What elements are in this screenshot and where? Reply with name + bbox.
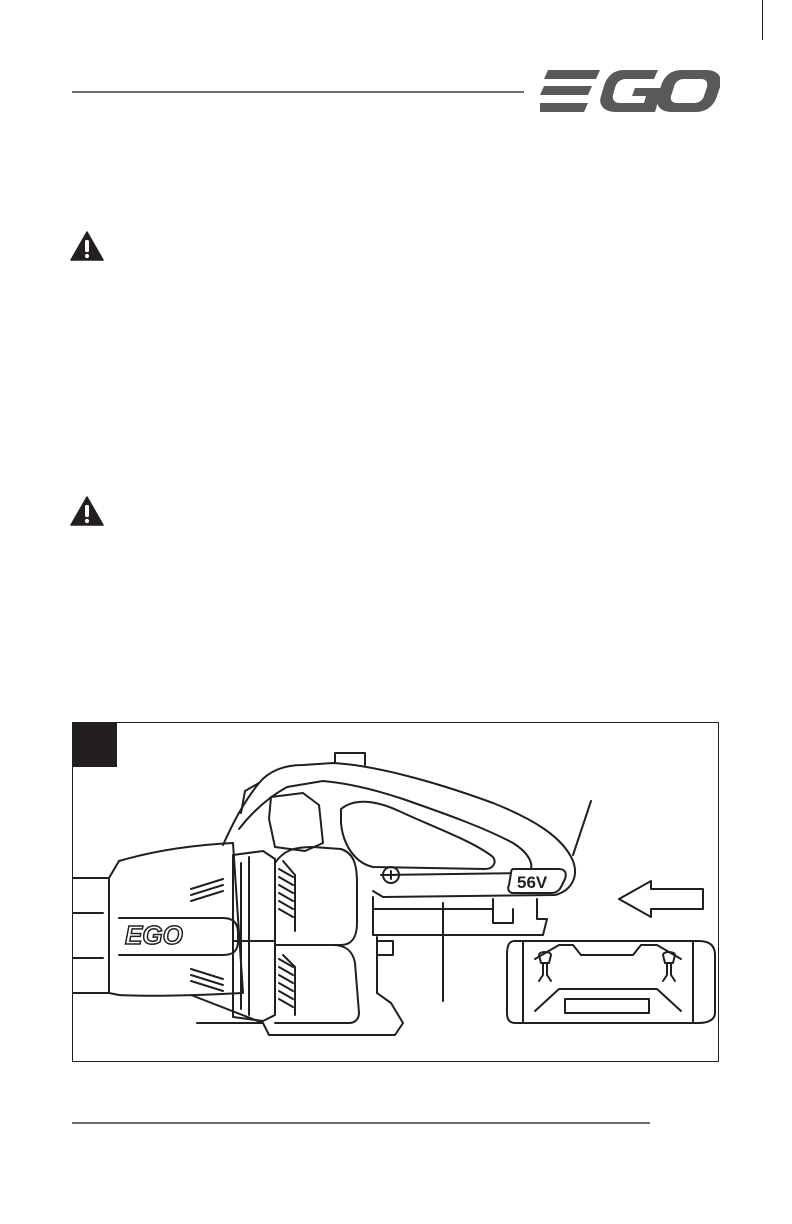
voltage-badge: 56V bbox=[517, 873, 548, 892]
blower-battery-illustration bbox=[73, 723, 719, 1062]
figure-number-tab bbox=[73, 723, 117, 767]
crop-mark bbox=[762, 0, 763, 40]
footer-rule bbox=[72, 1122, 650, 1124]
warning-triangle-icon bbox=[70, 231, 104, 261]
figure-panel bbox=[72, 722, 719, 1062]
header-rule bbox=[72, 91, 524, 93]
ego-logo bbox=[540, 70, 720, 112]
warning-triangle-icon bbox=[70, 496, 104, 526]
tool-brand-label: EGO bbox=[125, 920, 183, 950]
